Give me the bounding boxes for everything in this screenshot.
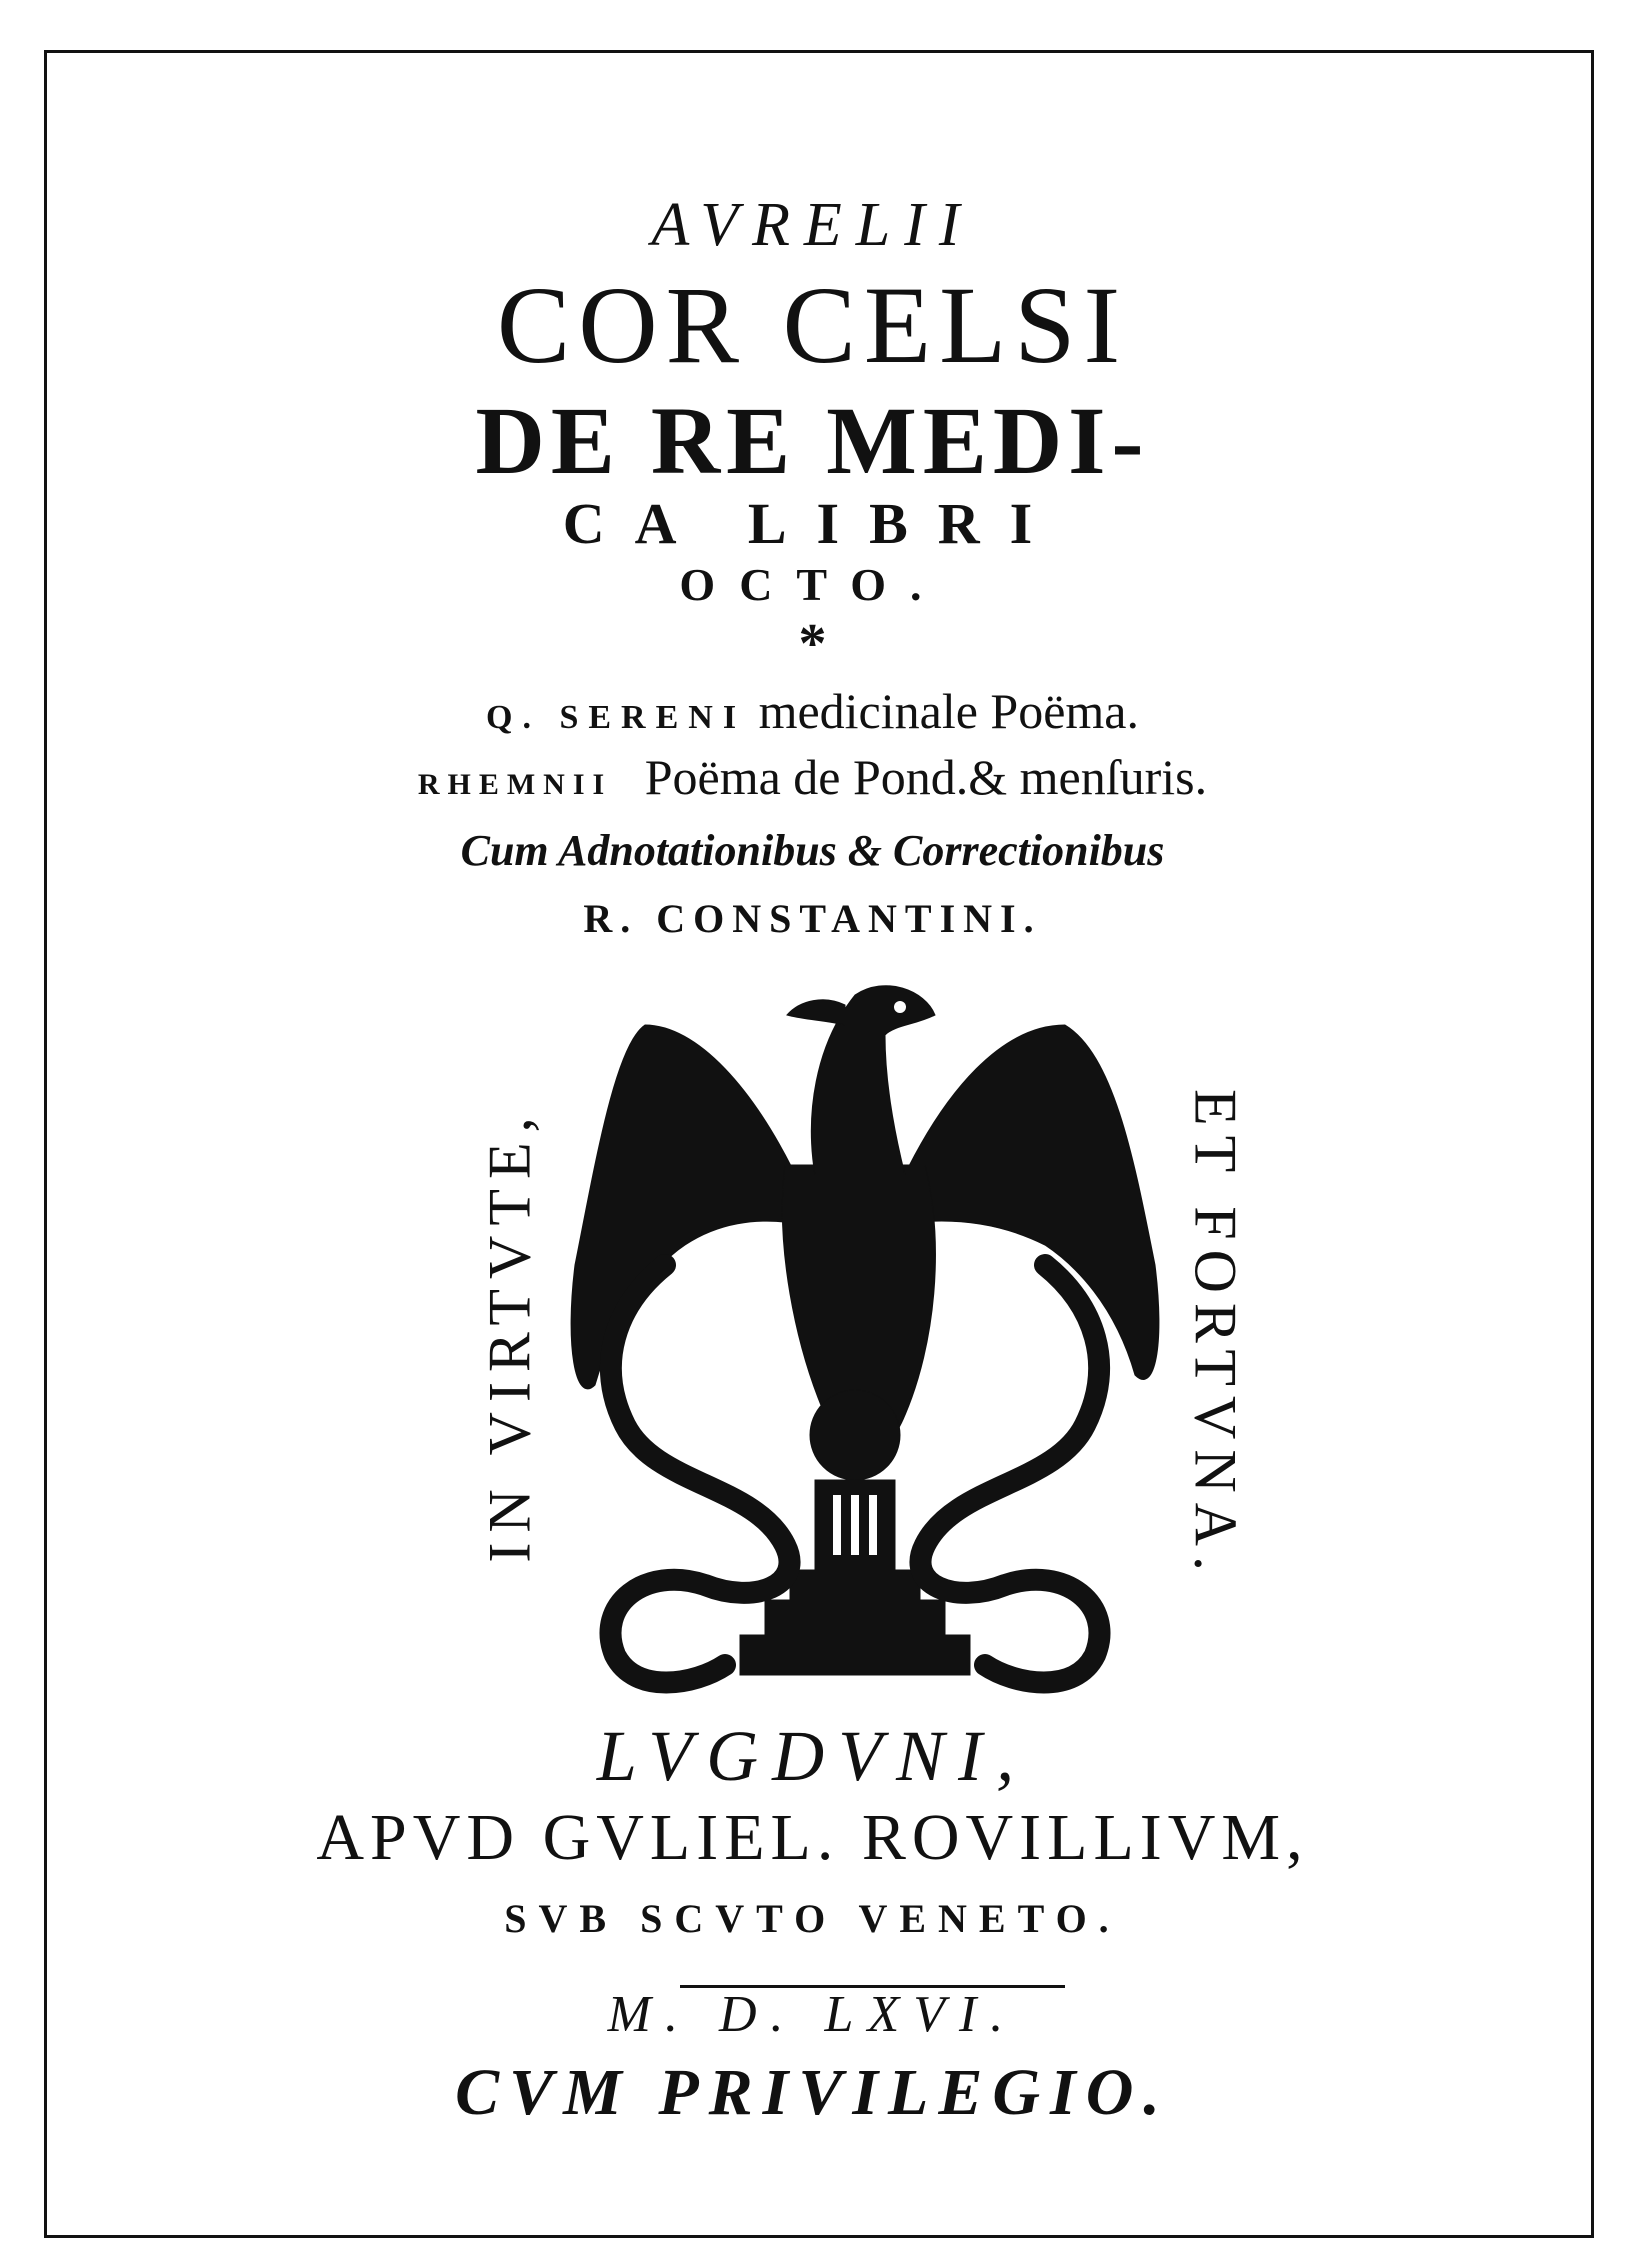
constantini-line: R. CONSTANTINI. — [583, 896, 1042, 941]
rhemnii-author: RHEMNII — [417, 768, 613, 801]
rhemnii-line — [0, 748, 1625, 806]
imprint-scuto-veneto: SVB SCVTO VENETO. — [504, 1896, 1121, 1941]
printers-device-eagle-serpents-icon — [555, 965, 1175, 1715]
sereni-text: medicinale Poëma. — [758, 683, 1139, 739]
cum-privilegio: CVM PRIVILEGIO. — [455, 2056, 1170, 2129]
ornament-asterisk: * — [798, 613, 827, 675]
title-octo: OCTO. — [679, 559, 946, 610]
sereni-line — [0, 682, 1625, 740]
sereni-author: Q. SERENI — [486, 699, 747, 736]
rhemnii-text: Poëma de Pond.& menſuris. — [644, 749, 1208, 805]
adnotationibus-line: Cum Adnotationibus & Correctionibus — [460, 826, 1165, 875]
imprint-rovillium: APVD GVLIEL. ROVILLIVM, — [316, 1801, 1309, 1874]
motto-left: IN VIRTVTE, — [476, 1107, 543, 1563]
imprint-lugduni: LVGDVNI, — [596, 1716, 1029, 1796]
motto-right: ET FORTVNA. — [1182, 1089, 1249, 1581]
imprint-date: M. D. LXVI. — [607, 1986, 1018, 2043]
title-aurelii: AVRELII — [651, 191, 974, 259]
title-ca-libri: CA LIBRI — [562, 491, 1063, 556]
title-de-re-medi: DE RE MEDI- — [475, 387, 1150, 494]
title-cor-celsi: COR CELSI — [496, 264, 1129, 386]
